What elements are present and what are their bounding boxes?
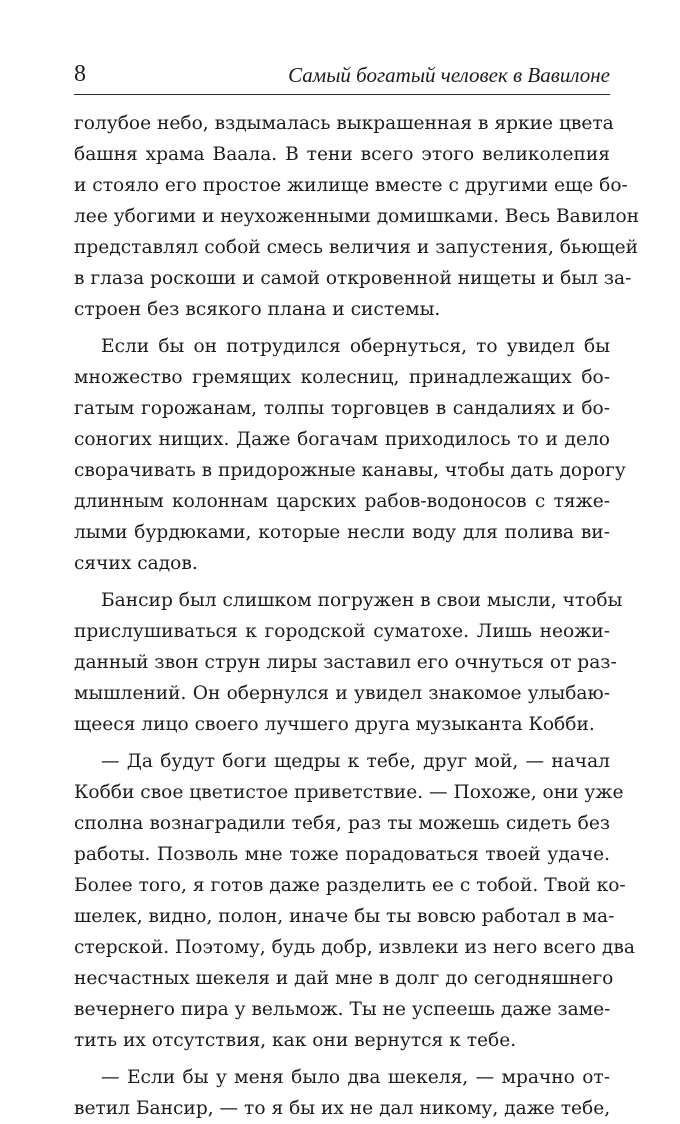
running-header bbox=[74, 60, 610, 94]
text-line: гатым горожанам, толпы торговцев в сандалиях и бо- bbox=[74, 398, 610, 419]
paragraph bbox=[74, 585, 623, 740]
text-line: строен без всякого плана и системы. bbox=[74, 299, 441, 320]
text-line: данный звон струн лиры заставил его очнуться от раз- bbox=[74, 652, 617, 673]
page-number: 8 bbox=[74, 61, 86, 87]
text-line: Кобби свое цветистое приветствие. — Похоже, они уже bbox=[74, 782, 624, 803]
text-line: сполна вознаградили тебя, раз ты можешь сидеть без bbox=[74, 813, 610, 834]
text-line: представлял собой смесь величия и запустения, бьющей bbox=[74, 237, 638, 258]
text-line: и стояло его простое жилище вместе с другими еще бо- bbox=[74, 175, 628, 196]
text-line: мышлений. Он обернулся и увидел знакомое улыбаю- bbox=[74, 683, 610, 704]
text-line: Если бы он потрудился обернуться, то увидел бы bbox=[101, 336, 610, 357]
text-line: — Если бы у меня было два шекеля, — мрачно от- bbox=[101, 1067, 610, 1088]
text-line: множество гремящих колесниц, принадлежащих бо- bbox=[74, 367, 610, 388]
text-line: щееся лицо своего лучшего друга музыканта Кобби. bbox=[74, 714, 595, 735]
running-title: Самый богатый человек в Вавилоне bbox=[288, 63, 610, 87]
text-line: длинным колоннам царских рабов-водоносов с тяже- bbox=[74, 491, 610, 512]
text-line: башня храма Ваала. В тени всего этого великолепия bbox=[74, 144, 610, 165]
text-line: работы. Позволь мне тоже порадоваться твоей удаче. bbox=[74, 844, 610, 865]
text-line: ветил Бансир, — то я бы их не дал никому, даже тебе, bbox=[74, 1098, 611, 1119]
text-line: — Да будут боги щедры к тебе, друг мой, — начал bbox=[101, 751, 610, 772]
text-line: прислушиваться к городской суматохе. Лишь неожи- bbox=[74, 621, 610, 642]
text-line: стерской. Поэтому, будь добр, извлеки из него всего два bbox=[74, 937, 635, 958]
text-line: соногих нищих. Даже богачам приходилось то и дело bbox=[74, 429, 610, 450]
paragraph bbox=[74, 108, 640, 325]
text-line: шелек, видно, полон, иначе бы ты вовсю работал в ма- bbox=[74, 906, 615, 927]
text-line: лее убогими и неухоженными домишками. Весь Вавилон bbox=[74, 206, 640, 227]
text-line: Бансир был слишком погружен в свои мысли, чтобы bbox=[101, 590, 623, 611]
header-rule bbox=[74, 94, 610, 95]
text-line: тить их отсутствия, как они вернутся к тебе. bbox=[74, 1030, 517, 1051]
text-line: сворачивать в придорожные канавы, чтобы дать дорогу bbox=[74, 460, 626, 481]
text-line: Более того, я готов даже разделить ее с тобой. Твой ко- bbox=[74, 875, 626, 896]
text-line: лыми бурдюками, которые несли воду для полива ви- bbox=[74, 522, 610, 543]
text-line: сячих садов. bbox=[74, 553, 198, 574]
text-line: голубое небо, вздымалась выкрашенная в яркие цвета bbox=[74, 113, 614, 134]
body-text bbox=[74, 108, 640, 1124]
text-line: вечернего пира у вельмож. Ты не успеешь даже заме- bbox=[74, 999, 611, 1020]
paragraph bbox=[74, 331, 626, 579]
text-line: несчастных шекеля и дай мне в долг до сегодняшнего bbox=[74, 968, 614, 989]
paragraph bbox=[74, 1062, 610, 1124]
text-line: в глаза роскоши и самой откровенной нищеты и был за- bbox=[74, 268, 632, 289]
paragraph bbox=[74, 746, 635, 1056]
